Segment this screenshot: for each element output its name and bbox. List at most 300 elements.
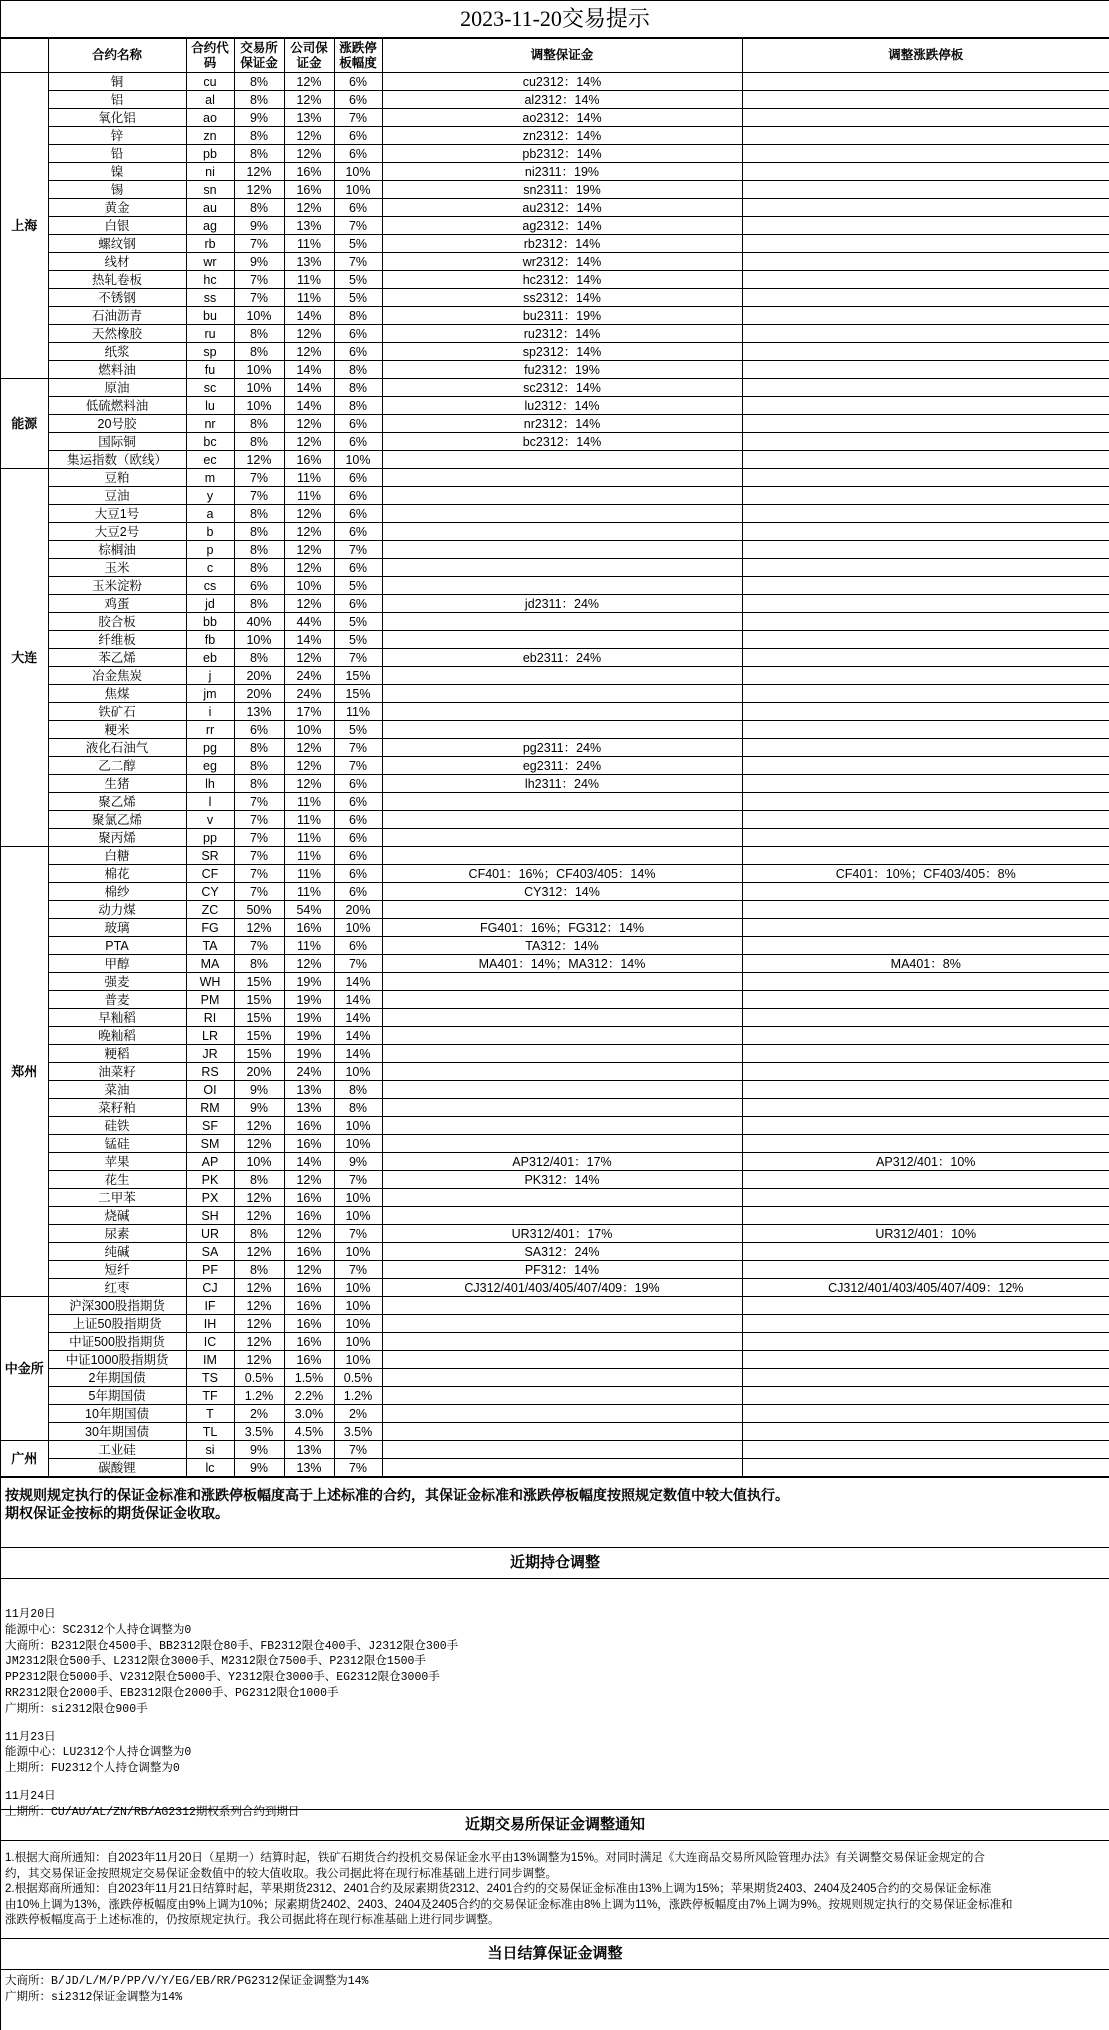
- adjusted-price-limit: [742, 685, 1109, 703]
- price-limit: 14%: [334, 1045, 382, 1063]
- adjusted-margin: PF312：14%: [382, 1261, 742, 1279]
- contract-name: 烧碱: [48, 1207, 186, 1225]
- contract-code: si: [186, 1441, 234, 1459]
- table-row: [1, 253, 1109, 271]
- company-margin: 11%: [284, 289, 334, 307]
- adjusted-price-limit: [742, 415, 1109, 433]
- company-margin: 16%: [284, 1135, 334, 1153]
- adjusted-price-limit: [742, 847, 1109, 865]
- exchange-label: 广州: [1, 1441, 48, 1477]
- exchange-margin: 2%: [234, 1405, 284, 1423]
- price-limit: 6%: [334, 523, 382, 541]
- adjusted-price-limit: [742, 289, 1109, 307]
- adjusted-price-limit: [742, 667, 1109, 685]
- adjusted-margin: [382, 1441, 742, 1459]
- contract-name: 热轧卷板: [48, 271, 186, 289]
- table-row: [1, 703, 1109, 721]
- adjusted-price-limit: [742, 1099, 1109, 1117]
- adjusted-price-limit: [742, 883, 1109, 901]
- adjusted-margin: [382, 1009, 742, 1027]
- exchange-margin: 15%: [234, 1027, 284, 1045]
- company-margin: 12%: [284, 739, 334, 757]
- company-margin: 2.2%: [284, 1387, 334, 1405]
- table-row: [1, 1045, 1109, 1063]
- contract-code: SR: [186, 847, 234, 865]
- contract-name: 二甲苯: [48, 1189, 186, 1207]
- exchange-margin: 12%: [234, 1315, 284, 1333]
- contract-code: FG: [186, 919, 234, 937]
- contract-name: 锡: [48, 181, 186, 199]
- adjusted-price-limit: [742, 613, 1109, 631]
- contract-code: y: [186, 487, 234, 505]
- adjusted-margin: [382, 631, 742, 649]
- table-row: [1, 1243, 1109, 1261]
- contract-code: pb: [186, 145, 234, 163]
- adjusted-margin: [382, 1207, 742, 1225]
- adjusted-margin: PK312：14%: [382, 1171, 742, 1189]
- contract-code: TF: [186, 1387, 234, 1405]
- contract-name: 锌: [48, 127, 186, 145]
- company-margin: 16%: [284, 451, 334, 469]
- adjusted-margin: [382, 811, 742, 829]
- company-margin: 16%: [284, 1333, 334, 1351]
- notice-line: 约，其交易保证金按照规定交易保证金数值中的较大值收取。我公司据此将在现行标准基础上进行同步调整。: [5, 1867, 557, 1880]
- table-row: [1, 451, 1109, 469]
- contract-name: 白糖: [48, 847, 186, 865]
- company-margin: 13%: [284, 253, 334, 271]
- exchange-margin: 12%: [234, 1117, 284, 1135]
- adjusted-margin: SA312：24%: [382, 1243, 742, 1261]
- contract-name: 棉纱: [48, 883, 186, 901]
- table-row: [1, 1405, 1109, 1423]
- price-limit: 20%: [334, 901, 382, 919]
- exchange-margin: 6%: [234, 577, 284, 595]
- company-margin: 12%: [284, 955, 334, 973]
- price-limit: 8%: [334, 397, 382, 415]
- adjusted-price-limit: [742, 1063, 1109, 1081]
- price-limit: 6%: [334, 415, 382, 433]
- contract-name: 甲醇: [48, 955, 186, 973]
- table-row: [1, 685, 1109, 703]
- adjusted-margin: eg2311：24%: [382, 757, 742, 775]
- price-limit: 6%: [334, 793, 382, 811]
- margin-notice-title: 近期交易所保证金调整通知: [1, 1809, 1109, 1841]
- contract-code: eg: [186, 757, 234, 775]
- adjusted-price-limit: [742, 973, 1109, 991]
- contract-code: au: [186, 199, 234, 217]
- company-margin: 14%: [284, 631, 334, 649]
- contract-code: ao: [186, 109, 234, 127]
- company-margin: 44%: [284, 613, 334, 631]
- adjusted-margin: [382, 1045, 742, 1063]
- company-margin: 12%: [284, 127, 334, 145]
- adjusted-price-limit: [742, 523, 1109, 541]
- table-row: [1, 955, 1109, 973]
- adjusted-price-limit: [742, 631, 1109, 649]
- adjusted-price-limit: [742, 739, 1109, 757]
- position-line: 广期所：si2312限仓900手: [5, 1702, 148, 1716]
- table-row: [1, 739, 1109, 757]
- price-limit: 6%: [334, 811, 382, 829]
- table-header-row: [1, 39, 1109, 73]
- adjusted-margin: cu2312：14%: [382, 73, 742, 91]
- adjusted-margin: [382, 559, 742, 577]
- company-margin: 12%: [284, 325, 334, 343]
- table-row: [1, 109, 1109, 127]
- contract-code: p: [186, 541, 234, 559]
- adjusted-margin: lu2312：14%: [382, 397, 742, 415]
- adjusted-price-limit: [742, 919, 1109, 937]
- price-limit: 7%: [334, 541, 382, 559]
- price-limit: 6%: [334, 199, 382, 217]
- contract-code: pg: [186, 739, 234, 757]
- price-limit: 11%: [334, 703, 382, 721]
- exchange-margin: 20%: [234, 685, 284, 703]
- exchange-margin: 6%: [234, 721, 284, 739]
- adjusted-margin: FG401：16%；FG312：14%: [382, 919, 742, 937]
- contract-code: PK: [186, 1171, 234, 1189]
- adjusted-price-limit: [742, 1297, 1109, 1315]
- contract-name: 沪深300股指期货: [48, 1297, 186, 1315]
- exchange-margin: 12%: [234, 1207, 284, 1225]
- price-limit: 15%: [334, 667, 382, 685]
- adjusted-price-limit: [742, 1351, 1109, 1369]
- table-row: [1, 271, 1109, 289]
- company-margin: 12%: [284, 649, 334, 667]
- table-row: [1, 487, 1109, 505]
- adjusted-price-limit: [742, 1459, 1109, 1477]
- header-company-margin: 公司保证金: [284, 39, 334, 73]
- price-limit: 3.5%: [334, 1423, 382, 1441]
- company-margin: 12%: [284, 523, 334, 541]
- price-limit: 8%: [334, 1099, 382, 1117]
- contract-code: jd: [186, 595, 234, 613]
- exchange-margin: 1.2%: [234, 1387, 284, 1405]
- adjusted-price-limit: [742, 217, 1109, 235]
- exchange-margin: 8%: [234, 73, 284, 91]
- exchange-margin: 12%: [234, 1189, 284, 1207]
- contract-code: LR: [186, 1027, 234, 1045]
- price-limit: 6%: [334, 829, 382, 847]
- contract-name: 苯乙烯: [48, 649, 186, 667]
- adjusted-price-limit: [742, 829, 1109, 847]
- company-margin: 1.5%: [284, 1369, 334, 1387]
- contract-name: 动力煤: [48, 901, 186, 919]
- rules-note: [1, 1477, 1109, 1547]
- table-row: [1, 361, 1109, 379]
- price-limit: 10%: [334, 919, 382, 937]
- exchange-label: 能源: [1, 379, 48, 469]
- adjusted-price-limit: [742, 505, 1109, 523]
- price-limit: 10%: [334, 1189, 382, 1207]
- table-row: [1, 757, 1109, 775]
- price-limit: 6%: [334, 595, 382, 613]
- exchange-margin: 9%: [234, 109, 284, 127]
- price-limit: 6%: [334, 91, 382, 109]
- position-date: 11月24日: [5, 1789, 56, 1803]
- company-margin: 17%: [284, 703, 334, 721]
- header-exchange-margin: 交易所保证金: [234, 39, 284, 73]
- price-limit: 10%: [334, 1297, 382, 1315]
- table-row: [1, 415, 1109, 433]
- adjusted-margin: MA401：14%；MA312：14%: [382, 955, 742, 973]
- table-row: [1, 145, 1109, 163]
- company-margin: 14%: [284, 1153, 334, 1171]
- contract-name: 铅: [48, 145, 186, 163]
- company-margin: 12%: [284, 757, 334, 775]
- price-limit: 6%: [334, 469, 382, 487]
- table-row: [1, 1351, 1109, 1369]
- company-margin: 12%: [284, 73, 334, 91]
- exchange-margin: 7%: [234, 811, 284, 829]
- price-limit: 7%: [334, 757, 382, 775]
- contract-name: 原油: [48, 379, 186, 397]
- adjusted-margin: CJ312/401/403/405/407/409：19%: [382, 1279, 742, 1297]
- contract-name: 菜油: [48, 1081, 186, 1099]
- company-margin: 12%: [284, 415, 334, 433]
- contract-code: PF: [186, 1261, 234, 1279]
- adjusted-margin: au2312：14%: [382, 199, 742, 217]
- table-row: [1, 991, 1109, 1009]
- exchange-label: 郑州: [1, 847, 48, 1297]
- price-limit: 8%: [334, 361, 382, 379]
- company-margin: 14%: [284, 397, 334, 415]
- contract-name: 工业硅: [48, 1441, 186, 1459]
- table-row: [1, 1387, 1109, 1405]
- settlement-line: 广期所：si2312保证金调整为14%: [5, 1990, 183, 2004]
- adjusted-margin: sp2312：14%: [382, 343, 742, 361]
- contract-code: ZC: [186, 901, 234, 919]
- contract-code: SA: [186, 1243, 234, 1261]
- price-limit: 6%: [334, 325, 382, 343]
- contract-code: T: [186, 1405, 234, 1423]
- table-row: [1, 469, 1109, 487]
- table-row: [1, 1099, 1109, 1117]
- exchange-margin: 12%: [234, 1135, 284, 1153]
- adjusted-margin: lh2311：24%: [382, 775, 742, 793]
- exchange-margin: 10%: [234, 1153, 284, 1171]
- price-limit: 7%: [334, 217, 382, 235]
- position-date: 11月20日: [5, 1608, 56, 1621]
- adjusted-price-limit: [742, 559, 1109, 577]
- company-margin: 12%: [284, 145, 334, 163]
- exchange-label: 中金所: [1, 1297, 48, 1441]
- adjusted-margin: al2312：14%: [382, 91, 742, 109]
- price-limit: 7%: [334, 1459, 382, 1477]
- contract-code: IM: [186, 1351, 234, 1369]
- contract-name: 油菜籽: [48, 1063, 186, 1081]
- contract-code: b: [186, 523, 234, 541]
- price-limit: 10%: [334, 1207, 382, 1225]
- adjusted-margin: AP312/401：17%: [382, 1153, 742, 1171]
- contract-name: 铝: [48, 91, 186, 109]
- exchange-margin: 15%: [234, 1009, 284, 1027]
- adjusted-price-limit: [742, 1423, 1109, 1441]
- contract-name: 纤维板: [48, 631, 186, 649]
- adjusted-price-limit: [742, 1441, 1109, 1459]
- company-margin: 11%: [284, 811, 334, 829]
- price-limit: 6%: [334, 883, 382, 901]
- exchange-margin: 7%: [234, 937, 284, 955]
- company-margin: 4.5%: [284, 1423, 334, 1441]
- company-margin: 19%: [284, 991, 334, 1009]
- contract-code: bu: [186, 307, 234, 325]
- adjusted-price-limit: [742, 1243, 1109, 1261]
- adjusted-price-limit: [742, 901, 1109, 919]
- exchange-margin: 12%: [234, 1297, 284, 1315]
- contract-code: l: [186, 793, 234, 811]
- contract-name: 氧化铝: [48, 109, 186, 127]
- exchange-margin: 15%: [234, 1045, 284, 1063]
- contract-name: 菜籽粕: [48, 1099, 186, 1117]
- adjusted-price-limit: [742, 235, 1109, 253]
- table-row: [1, 937, 1109, 955]
- header-adjusted-price-limit: 调整涨跌停板: [742, 39, 1109, 73]
- exchange-margin: 12%: [234, 1333, 284, 1351]
- company-margin: 13%: [284, 1459, 334, 1477]
- adjusted-price-limit: [742, 469, 1109, 487]
- adjusted-margin: [382, 541, 742, 559]
- company-margin: 12%: [284, 775, 334, 793]
- company-margin: 11%: [284, 235, 334, 253]
- contract-name: 尿素: [48, 1225, 186, 1243]
- price-limit: 6%: [334, 775, 382, 793]
- exchange-margin: 7%: [234, 235, 284, 253]
- adjusted-margin: [382, 469, 742, 487]
- contract-code: ru: [186, 325, 234, 343]
- company-margin: 16%: [284, 1243, 334, 1261]
- exchange-margin: 8%: [234, 1171, 284, 1189]
- adjusted-price-limit: [742, 1045, 1109, 1063]
- adjusted-margin: [382, 721, 742, 739]
- position-line: 上期所：CU/AU/AL/ZN/RB/AG2312期权系列合约到期日: [5, 1805, 300, 1819]
- exchange-margin: 12%: [234, 1279, 284, 1297]
- adjusted-price-limit: [742, 649, 1109, 667]
- adjusted-price-limit: [742, 1369, 1109, 1387]
- exchange-margin: 8%: [234, 433, 284, 451]
- adjusted-price-limit: [742, 775, 1109, 793]
- contract-name: 石油沥青: [48, 307, 186, 325]
- contract-code: zn: [186, 127, 234, 145]
- company-margin: 10%: [284, 721, 334, 739]
- contract-code: PM: [186, 991, 234, 1009]
- contract-name: 黄金: [48, 199, 186, 217]
- contract-name: 焦煤: [48, 685, 186, 703]
- adjusted-price-limit: [742, 73, 1109, 91]
- price-limit: 8%: [334, 307, 382, 325]
- contract-code: rr: [186, 721, 234, 739]
- contract-code: UR: [186, 1225, 234, 1243]
- contract-name: 天然橡胶: [48, 325, 186, 343]
- company-margin: 24%: [284, 685, 334, 703]
- adjusted-price-limit: [742, 361, 1109, 379]
- exchange-margin: 8%: [234, 739, 284, 757]
- exchange-margin: 8%: [234, 343, 284, 361]
- table-row: [1, 1171, 1109, 1189]
- contract-code: RI: [186, 1009, 234, 1027]
- exchange-margin: 7%: [234, 289, 284, 307]
- adjusted-margin: ao2312：14%: [382, 109, 742, 127]
- adjusted-margin: sc2312：14%: [382, 379, 742, 397]
- table-row: [1, 631, 1109, 649]
- contract-code: SH: [186, 1207, 234, 1225]
- table-row: [1, 181, 1109, 199]
- exchange-margin: 15%: [234, 991, 284, 1009]
- company-margin: 11%: [284, 847, 334, 865]
- exchange-margin: 8%: [234, 415, 284, 433]
- company-margin: 12%: [284, 343, 334, 361]
- price-limit: 5%: [334, 235, 382, 253]
- company-margin: 12%: [284, 505, 334, 523]
- price-limit: 10%: [334, 1135, 382, 1153]
- company-margin: 14%: [284, 379, 334, 397]
- adjusted-price-limit: [742, 199, 1109, 217]
- price-limit: 10%: [334, 1063, 382, 1081]
- contract-code: bb: [186, 613, 234, 631]
- contract-code: cs: [186, 577, 234, 595]
- adjusted-margin: [382, 685, 742, 703]
- table-row: [1, 1009, 1109, 1027]
- exchange-margin: 8%: [234, 757, 284, 775]
- adjusted-price-limit: [742, 1261, 1109, 1279]
- exchange-margin: 7%: [234, 793, 284, 811]
- company-margin: 13%: [284, 1441, 334, 1459]
- adjusted-margin: [382, 1135, 742, 1153]
- table-row: [1, 919, 1109, 937]
- table-row: [1, 127, 1109, 145]
- contract-name: 强麦: [48, 973, 186, 991]
- contract-name: 玉米淀粉: [48, 577, 186, 595]
- adjusted-price-limit: [742, 1387, 1109, 1405]
- adjusted-margin: [382, 1405, 742, 1423]
- table-row: [1, 649, 1109, 667]
- exchange-margin: 12%: [234, 181, 284, 199]
- adjusted-margin: [382, 973, 742, 991]
- price-limit: 1.2%: [334, 1387, 382, 1405]
- contract-code: i: [186, 703, 234, 721]
- contract-name: 碳酸锂: [48, 1459, 186, 1477]
- price-limit: 5%: [334, 271, 382, 289]
- company-margin: 16%: [284, 1315, 334, 1333]
- price-limit: 6%: [334, 847, 382, 865]
- adjusted-margin: wr2312：14%: [382, 253, 742, 271]
- price-limit: 10%: [334, 163, 382, 181]
- exchange-margin: 7%: [234, 487, 284, 505]
- settlement-adjustments: [1, 1970, 1109, 2030]
- company-margin: 12%: [284, 1225, 334, 1243]
- contract-code: hc: [186, 271, 234, 289]
- header-contract-name: 合约名称: [48, 39, 186, 73]
- exchange-label: 大连: [1, 469, 48, 847]
- adjusted-margin: pb2312：14%: [382, 145, 742, 163]
- contract-name: 中证1000股指期货: [48, 1351, 186, 1369]
- exchange-margin: 10%: [234, 361, 284, 379]
- contract-name: 液化石油气: [48, 739, 186, 757]
- adjusted-price-limit: [742, 253, 1109, 271]
- price-limit: 7%: [334, 1261, 382, 1279]
- adjusted-price-limit: [742, 181, 1109, 199]
- exchange-margin: 10%: [234, 397, 284, 415]
- adjusted-margin: [382, 505, 742, 523]
- adjusted-price-limit: [742, 1135, 1109, 1153]
- contract-code: RS: [186, 1063, 234, 1081]
- contract-name: 大豆2号: [48, 523, 186, 541]
- margin-table: [1, 38, 1109, 1477]
- contract-name: 棉花: [48, 865, 186, 883]
- exchange-margin: 15%: [234, 973, 284, 991]
- contract-name: 玉米: [48, 559, 186, 577]
- contract-code: WH: [186, 973, 234, 991]
